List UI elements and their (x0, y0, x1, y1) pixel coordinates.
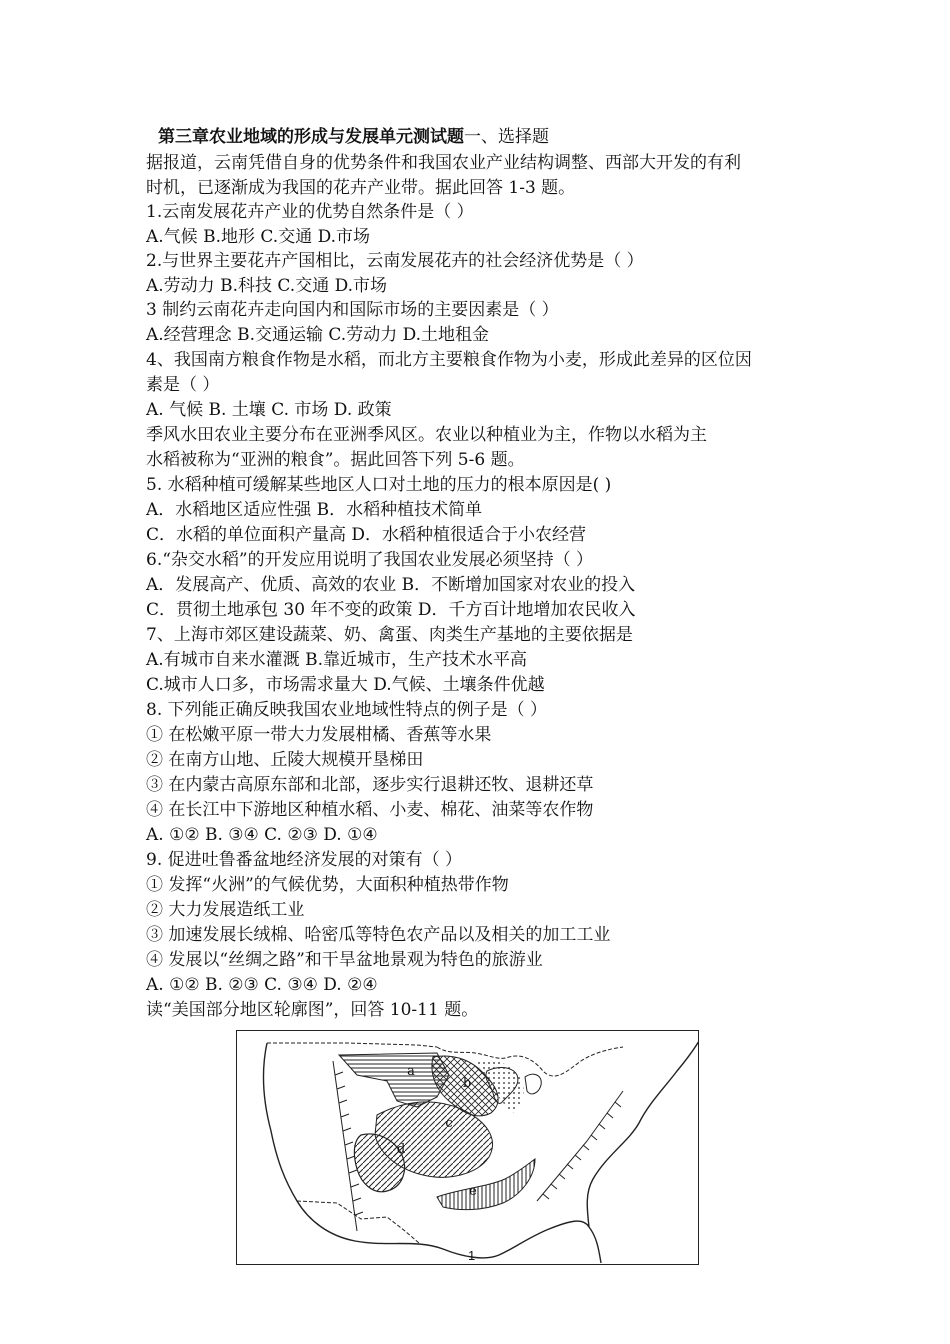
label-d: d (396, 1142, 406, 1157)
question-8-item: ② 在南方山地、丘陵大规模开垦梯田 (146, 750, 424, 770)
question-5: 5. 水稻种植可缓解某些地区人口对土地的压力的根本原因是( ) (146, 475, 612, 495)
question-6: 6.“杂交水稻”的开发应用说明了我国农业发展必须坚持（ ） (146, 550, 594, 570)
question-4-cont: 素是（ ） (146, 375, 220, 395)
question-9-item: ③ 加速发展长绒棉、哈密瓜等特色农产品以及相关的加工工业 (146, 925, 611, 945)
question-8-item: ④ 在长江中下游地区种植水稻、小麦、棉花、油菜等农作物 (146, 800, 594, 820)
question-9-options: A. ①② B. ②③ C. ③④ D. ②④ (146, 975, 378, 995)
text-line: 水稻被称为“亚洲的粮食”。据此回答下列 5-6 题。 (146, 450, 525, 470)
label-b: b (462, 1076, 472, 1091)
question-4: 4、我国南方粮食作物是水稻，而北方主要粮食作物为小麦，形成此差异的区位因 (146, 350, 752, 370)
map-intro: 读“美国部分地区轮廓图”，回答 10-11 题。 (146, 1000, 479, 1020)
question-9-item: ④ 发展以“丝绸之路”和干旱盆地景观为特色的旅游业 (146, 950, 543, 970)
question-9: 9. 促进吐鲁番盆地经济发展的对策有（ ） (146, 850, 463, 870)
question-8-options: A. ①② B. ③④ C. ②③ D. ①④ (146, 825, 378, 845)
text-line: 据报道，云南凭借自身的优势条件和我国农业产业结构调整、西部大开发的有利 (146, 153, 741, 173)
question-6-options-ab: A．发展高产、优质、高效的农业 B．不断增加国家对农业的投入 (146, 575, 636, 595)
question-3-options: A.经营理念 B.交通运输 C.劳动力 D.土地租金 (146, 325, 490, 345)
question-7-options-ab: A.有城市自来水灌溉 B.靠近城市，生产技术水平高 (146, 650, 527, 670)
section-heading: 一、选择题 (464, 127, 549, 147)
question-8-item: ① 在松嫩平原一带大力发展柑橘、香蕉等水果 (146, 725, 492, 745)
question-8: 8. 下列能正确反映我国农业地域性特点的例子是（ ） (146, 700, 548, 720)
question-7: 7、上海市郊区建设蔬菜、奶、禽蛋、肉类生产基地的主要依据是 (146, 625, 633, 645)
document-title: 第三章农业地域的形成与发展单元测试题 (158, 127, 464, 147)
text-line: 时机，已逐渐成为我国的花卉产业带。据此回答 1-3 题。 (146, 178, 576, 198)
question-8-item: ③ 在内蒙古高原东部和北部，逐步实行退耕还牧、退耕还草 (146, 775, 594, 795)
question-9-item: ② 大力发展造纸工业 (146, 900, 305, 920)
question-5-options-cd: C．水稻的单位面积产量高 D．水稻种植很适合于小农经营 (146, 525, 587, 545)
label-e: e (469, 1184, 477, 1199)
text-line: 季风水田农业主要分布在亚洲季风区。农业以种植业为主，作物以水稻为主 (146, 425, 707, 445)
question-4-options: A. 气候 B. 土壤 C. 市场 D. 政策 (146, 400, 392, 420)
question-2-options: A.劳动力 B.科技 C.交通 D.市场 (146, 276, 388, 296)
question-5-options-ab: A．水稻地区适应性强 B．水稻种植技术简单 (146, 500, 483, 520)
page-number: 1 (468, 1248, 476, 1263)
question-1-options: A.气候 B.地形 C.交通 D.市场 (146, 227, 371, 247)
question-3: 3 制约云南花卉走向国内和国际市场的主要因素是（ ） (146, 300, 559, 320)
question-7-options-cd: C.城市人口多，市场需求量大 D.气候、土壤条件优越 (146, 675, 545, 695)
question-9-item: ① 发挥“火洲”的气候优势，大面积种植热带作物 (146, 875, 509, 895)
us-region-outline-map (236, 1030, 699, 1265)
question-1: 1.云南发展花卉产业的优势自然条件是（ ） (146, 202, 474, 222)
heading-line (158, 125, 549, 149)
appalachian-mountains (537, 1091, 623, 1201)
question-2: 2.与世界主要花卉产国相比，云南发展花卉的社会经济优势是（ ） (146, 251, 644, 271)
question-6-options-cd: C．贯彻土地承包 30 年不变的政策 D．千方百计地增加农民收入 (146, 600, 636, 620)
label-a: a (407, 1064, 415, 1079)
label-c: c (445, 1116, 453, 1131)
